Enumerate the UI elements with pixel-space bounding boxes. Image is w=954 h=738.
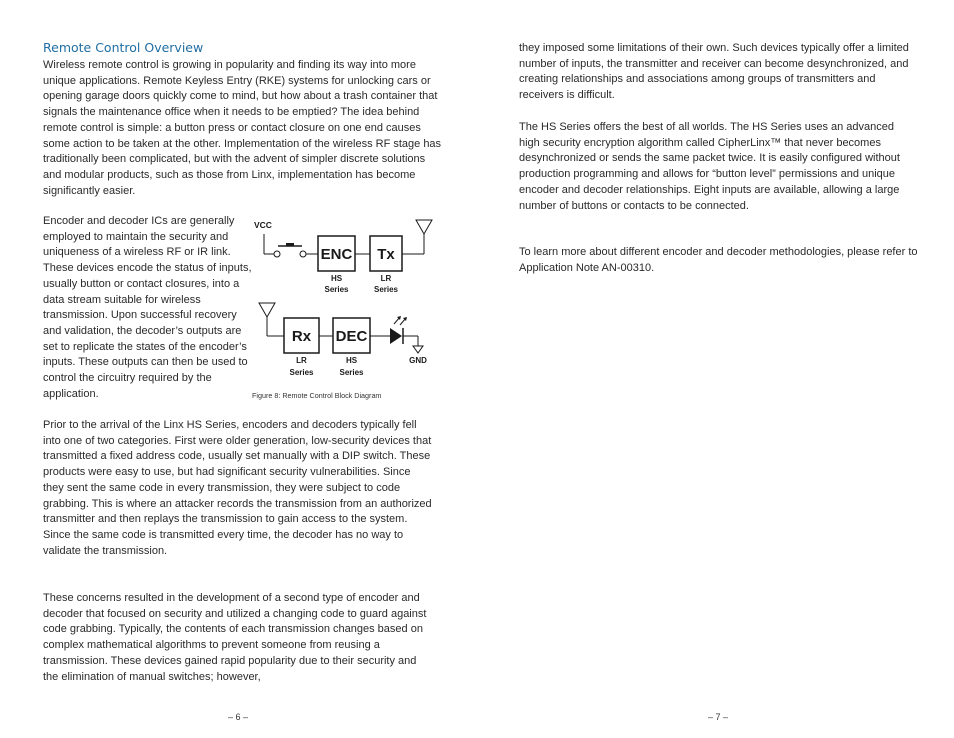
tx-series-line1: LR — [380, 274, 392, 283]
learn-more-paragraph: To learn more about different encoder and decoder methodologies, please refer to Application Note AN-00310. — [519, 246, 918, 274]
page-number-left: – 6 – — [227, 712, 249, 722]
intro-paragraph: Wireless remote control is growing in popularity and finding its way into more unique applications. Remote Keyless Entry (RKE) systems for unlocking cars or opening garage doors quickly come to mind, but how about a trash container that signals the maintenance office when it needs to be emptied? The idea behind remote control is simple: a button press or contact closure on one end causes some action to be taken at the other. Implementation of the wireless RF stage has traditionally been complicated, but with the advent of simpler discrete solutions and modular products, such as those from Linx, implementation has become significantly easier. — [43, 59, 442, 197]
rx-antenna-icon — [259, 303, 275, 317]
enc-text: ENC — [320, 246, 353, 263]
section-heading: Remote Control Overview — [43, 40, 204, 55]
hs-series-paragraph: The HS Series offers the best of all worlds. The HS Series uses an advanced high security encryption algorithm called CipherLinx™ that never becomes desynchronized or sends the same packet twice. It is easily configured without production programming and allows for “button level” permissions and unique encoder and decoder relationships. Eight inputs are available, allowing a large number of buttons or contacts to be connected. — [519, 121, 900, 212]
enc-series-line2: Series — [324, 285, 349, 294]
encoder-decoder-paragraph: Encoder and decoder ICs are generally employed to maintain the security and uniqueness of a wireless RF or IR link. These devices encode the status of inputs, usually button or contact closures, into a data stream suitable for wireless transmission. Upon successful recovery and validation, the decoder’s outputs are set to replicate the states of the encoder’s inputs. These outputs can then be used to control the circuitry required by the application. — [43, 215, 252, 400]
rx-series-line2: Series — [289, 368, 314, 377]
enc-series-line1: HS — [330, 274, 343, 283]
tx-antenna-icon — [416, 220, 432, 234]
prior-paragraph: Prior to the arrival of the Linx HS Series, encoders and decoders typically fell into one of two categories. First were older generation, low-security devices that transmitted a fixed address code, usually set manually with a DIP switch. These products were easy to use, but had significant security vulnerabilities. Since they sent the same code in every transmission, they were subject to code grabbing. This is where an attacker records the transmission from an authorized transmitter and then replays the transmission to gain access to the system. Since the same code is transmitted every time, the decoder has no way to validate the transmission. — [43, 419, 432, 557]
concerns-paragraph: These concerns resulted in the development of a second type of encoder and decoder that focused on security and utilized a changing code to guard against code grabbing. Typically, the contents of each transmission changes based on complex mathematical algorithms to prevent someone from reusing a transmission. These devices gained rapid popularity due to their security and the elimination of manual switches; however, — [43, 592, 427, 683]
block-diagram — [252, 214, 442, 389]
switch-button-icon — [286, 243, 294, 246]
switch-contact-left — [274, 251, 280, 257]
dec-series-line1: HS — [345, 356, 358, 365]
dec-text: DEC — [335, 328, 368, 345]
rx-series-line1: LR — [296, 356, 307, 365]
switch-contact-right — [300, 251, 306, 257]
page-number-right: – 7 – — [707, 712, 729, 722]
led-diode-icon — [390, 328, 402, 344]
rx-text: Rx — [291, 328, 312, 345]
figure-caption: Figure 8: Remote Control Block Diagram — [252, 391, 382, 400]
vcc-label: VCC — [254, 220, 272, 230]
gnd-label: GND — [409, 356, 427, 365]
tx-text: Tx — [377, 246, 395, 263]
right-page — [477, 0, 954, 738]
limitations-paragraph: they imposed some limitations of their own. Such devices typically offer a limited number of inputs, the transmitter and receiver can become desynchronized, and creating relationships and associations among groups of transmitters and receivers is difficult. — [519, 42, 909, 102]
dec-series-line2: Series — [339, 368, 364, 377]
ground-icon — [413, 346, 423, 353]
block-diagram-figure — [252, 214, 442, 404]
tx-series-line2: Series — [373, 285, 399, 294]
